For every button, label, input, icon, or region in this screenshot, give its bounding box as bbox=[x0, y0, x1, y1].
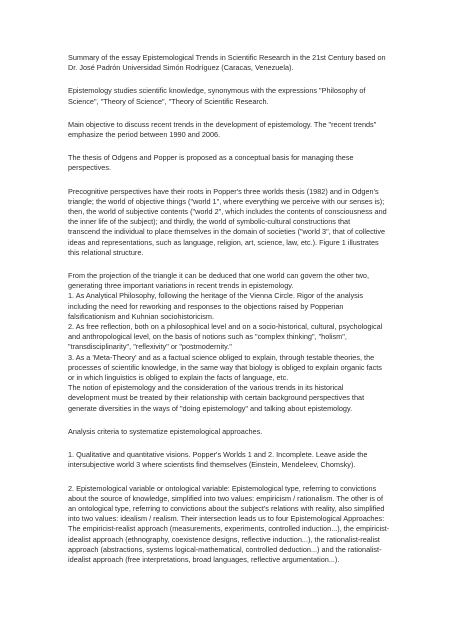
text-line: 2. Epistemological variable or ontological variable: Epistemological type, referring to convictions bbox=[68, 483, 377, 493]
text-line: 3. As a 'Meta-Theory' and as a factual science obliged to explain, through testable theories, the bbox=[68, 352, 375, 362]
text-line: an ontological type, referring to convictions about the subject's relations with reality, also simplified bbox=[68, 503, 385, 513]
text-line: falsificationism and Kuhnian sociohistoricism. bbox=[68, 311, 215, 321]
precognitive-paragraph bbox=[68, 187, 434, 258]
text-line: approach (abstractions, systems logical-mathematical, controlled deduction...) and the rationalist- bbox=[68, 544, 382, 554]
text-line: generating three important variations in recent trends in epistemology. bbox=[68, 281, 294, 291]
text-line: and anthropological level, on the basis of notions such as "complex thinking", "holism", bbox=[68, 332, 347, 342]
text-line: or in which linguistics is obliged to explain the facts of language, etc. bbox=[68, 373, 289, 383]
text-line: triangle; the world of objective things ("world 1", where everything we perceive with our senses is); bbox=[68, 196, 385, 206]
text-line: The notion of epistemology and the consideration of the various trends in its historical bbox=[68, 383, 344, 393]
text-line: 2. As free reflection, both on a philosophical level and on a socio-historical, cultural, psychological bbox=[68, 322, 383, 332]
text-line: "transdisciplinarity", "reflexivity" or "postmodernity." bbox=[68, 342, 232, 352]
summary-heading bbox=[68, 53, 434, 73]
text-line: Precognitive perspectives have their roots in Popper's three worlds thesis (1982) and in Odgen's bbox=[68, 186, 379, 196]
projection-paragraph bbox=[68, 271, 434, 414]
thesis-paragraph bbox=[68, 153, 434, 173]
text-line: ideas and representations, such as language, religion, art, science, law, etc.). Figure 1 illustrates bbox=[68, 237, 379, 247]
text-line: this relational structure. bbox=[68, 247, 144, 257]
objective-paragraph bbox=[68, 120, 434, 140]
text-line: idealist approach (ethnography, coexistence designs, reflective induction...), the rationalist-realist bbox=[68, 534, 380, 544]
text-line: Main objective to discuss recent trends in the development of epistemology. The "recent trends" bbox=[68, 119, 377, 129]
criteria-heading bbox=[68, 427, 434, 437]
text-line: From the projection of the triangle it can be deduced that one world can govern the other two, bbox=[68, 271, 369, 281]
criterion-2-paragraph bbox=[68, 484, 434, 566]
definition-paragraph bbox=[68, 86, 434, 106]
text-line: 1. Qualitative and quantitative visions. Popper's Worlds 1 and 2. Incomplete. Leave aside the bbox=[68, 450, 368, 460]
text-line: intersubjective world 3 where scientists find themselves (Einstein, Mendeleev, Chomsky). bbox=[68, 460, 356, 470]
text-line: The empiricist-realist approach (measurements, experiments, controlled induction...), the empiricist- bbox=[68, 524, 390, 534]
text-line: into two values: idealism / realism. Their intersection leads us to four Epistemological Approaches: bbox=[68, 514, 385, 524]
text-line: Epistemology studies scientific knowledge, synonymous with the expressions "Philosophy of bbox=[68, 86, 366, 96]
text-line: The thesis of Odgens and Popper is proposed as a conceptual basis for managing these bbox=[68, 153, 354, 163]
criterion-1-paragraph bbox=[68, 450, 434, 470]
text-line: development must be treated by their relationship with certain background perspectives that bbox=[68, 393, 365, 403]
text-line: emphasize the period between 1990 and 2006. bbox=[68, 130, 221, 140]
text-line: perspectives. bbox=[68, 163, 111, 173]
text-line: then, the world of subjective contents ("world 2", which includes the contents of consciousness and bbox=[68, 207, 387, 217]
text-line: 1. As Analytical Philosophy, following the heritage of the Vienna Circle. Rigor of the analysis bbox=[68, 291, 364, 301]
text-line: idealist approach (free interpretations, broad languages, reflective argumentation...). bbox=[68, 554, 340, 564]
text-line: Science", "Theory of Science", "Theory of Scientific Research. bbox=[68, 96, 269, 106]
text-line: processes of scientific knowledge, in the same way that biology is obliged to explain organic facts bbox=[68, 362, 382, 372]
text-line: Dr. José Padrón Universidad Simón Rodríguez (Caracas, Venezuela). bbox=[68, 63, 294, 73]
text-line: transcend the individual to place themselves in the domain of societies ("world 3", that of collective bbox=[68, 227, 386, 237]
text-line: the inner life of the subject); and thirdly, the world of symbolic-cultural constructions that bbox=[68, 217, 351, 227]
text-line: about the source of knowledge, simplified into two values: empiricism / rationalism. The other is of bbox=[68, 493, 383, 503]
text-line: Summary of the essay Epistemological Trends in Scientific Research in the 21st Century based on bbox=[68, 53, 386, 62]
text-line: including the need for reworking and responses to the objections raised by Popperian bbox=[68, 301, 344, 311]
text-line: generate diversities in the ways of "doing epistemology" and talking about epistemology. bbox=[68, 403, 353, 413]
text-line: Analysis criteria to systematize epistemological approaches. bbox=[68, 426, 263, 436]
